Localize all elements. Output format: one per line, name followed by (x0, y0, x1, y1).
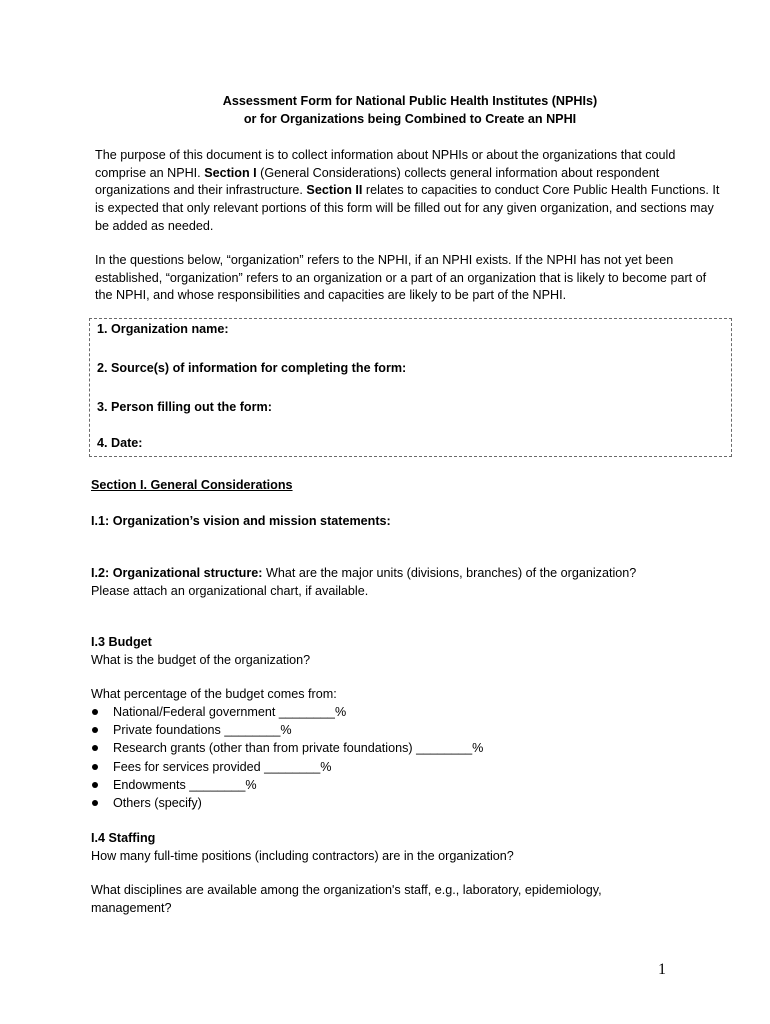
list-item[interactable] (91, 739, 483, 757)
intro-paragraph-2: In the questions below, “organization” refers to the NPHI, if an NPHI exists. If the NPHI has not yet been established, “organization” refers to an organization or a part of an organization that is likely to become part of the NPHI, and whose responsibilities and capacities are likely to be part of the NPHI. (95, 253, 707, 303)
budget-item-label: Others (specify) (113, 796, 202, 811)
bullet-icon (92, 709, 98, 715)
organization-name-field[interactable]: 1. Organization name: (97, 322, 229, 336)
intro-paragraph-1 (95, 147, 725, 235)
bullet-icon (92, 800, 98, 806)
question-i2-label: I.2: Organizational structure: (91, 566, 263, 580)
budget-item-label: National/Federal government ________% (113, 705, 347, 719)
question-i2-line-2: Please attach an organizational chart, if available. (91, 584, 369, 598)
bullet-icon (92, 782, 98, 788)
organization-info-box (89, 318, 732, 457)
list-item[interactable] (91, 758, 483, 776)
list-item[interactable] (91, 721, 483, 739)
document-body (95, 93, 725, 305)
section-i-ref: Section I (204, 165, 257, 180)
information-sources-field[interactable]: 2. Source(s) of information for completing the form: (97, 361, 407, 375)
section-ii-ref: Section II (306, 183, 363, 198)
question-i4-label: I.4 Staffing (91, 831, 156, 845)
question-i3 (91, 633, 721, 669)
budget-item-label: Endowments ________% (113, 777, 257, 792)
question-i2 (91, 564, 721, 600)
budget-percentage-question: What percentage of the budget comes from: (91, 687, 337, 701)
budget-item-label: Research grants (other than from private foundations) ________% (113, 741, 484, 756)
disciplines-question-line-2: management? (91, 901, 172, 915)
question-i3-text: What is the budget of the organization? (91, 653, 311, 667)
list-item[interactable] (91, 776, 483, 794)
bullet-icon (92, 727, 98, 733)
form-title-line-2: or for Organizations being Combined to Create an NPHI (243, 111, 577, 126)
budget-item-label: Private foundations ________% (113, 723, 292, 738)
question-i3-label: I.3 Budget (91, 635, 152, 649)
intro-text: relates to capacities to conduct Core Public Health Functions. It is expected that only relevant portions of this form will be filled out for any given organization, and sections may be added as needed. (95, 183, 720, 233)
disciplines-question-line-1: What disciplines are available among the organization's staff, e.g., laboratory, epidemiology, (91, 883, 602, 897)
budget-sources-list (91, 703, 483, 812)
question-i4 (91, 829, 721, 865)
bullet-icon (92, 764, 98, 770)
date-field[interactable]: 4. Date: (97, 436, 143, 450)
budget-item-label: Fees for services provided ________% (113, 759, 332, 774)
intro-text: (General Considerations) collects general information about respondent organizations and their infrastructure. (95, 165, 660, 198)
form-title-line-1: Assessment Form for National Public Health Institutes (NPHIs) (222, 94, 598, 108)
section-i-heading: Section I. General Considerations (91, 478, 293, 492)
disciplines-question (91, 881, 721, 917)
question-i2-text: What are the major units (divisions, branches) of the organization? (262, 566, 637, 580)
intro-text: The purpose of this document is to collect information about NPHIs or about the organizations that could comprise an NPHI. (95, 148, 676, 180)
bullet-icon (92, 745, 98, 751)
question-i1: I.1: Organization’s vision and mission statements: (91, 514, 391, 528)
question-i4-text: How many full-time positions (including contractors) are in the organization? (91, 849, 514, 863)
page-number: 1 (658, 961, 666, 978)
person-filling-form-field[interactable]: 3. Person filling out the form: (97, 400, 272, 414)
list-item[interactable] (91, 794, 483, 812)
list-item[interactable] (91, 703, 483, 721)
